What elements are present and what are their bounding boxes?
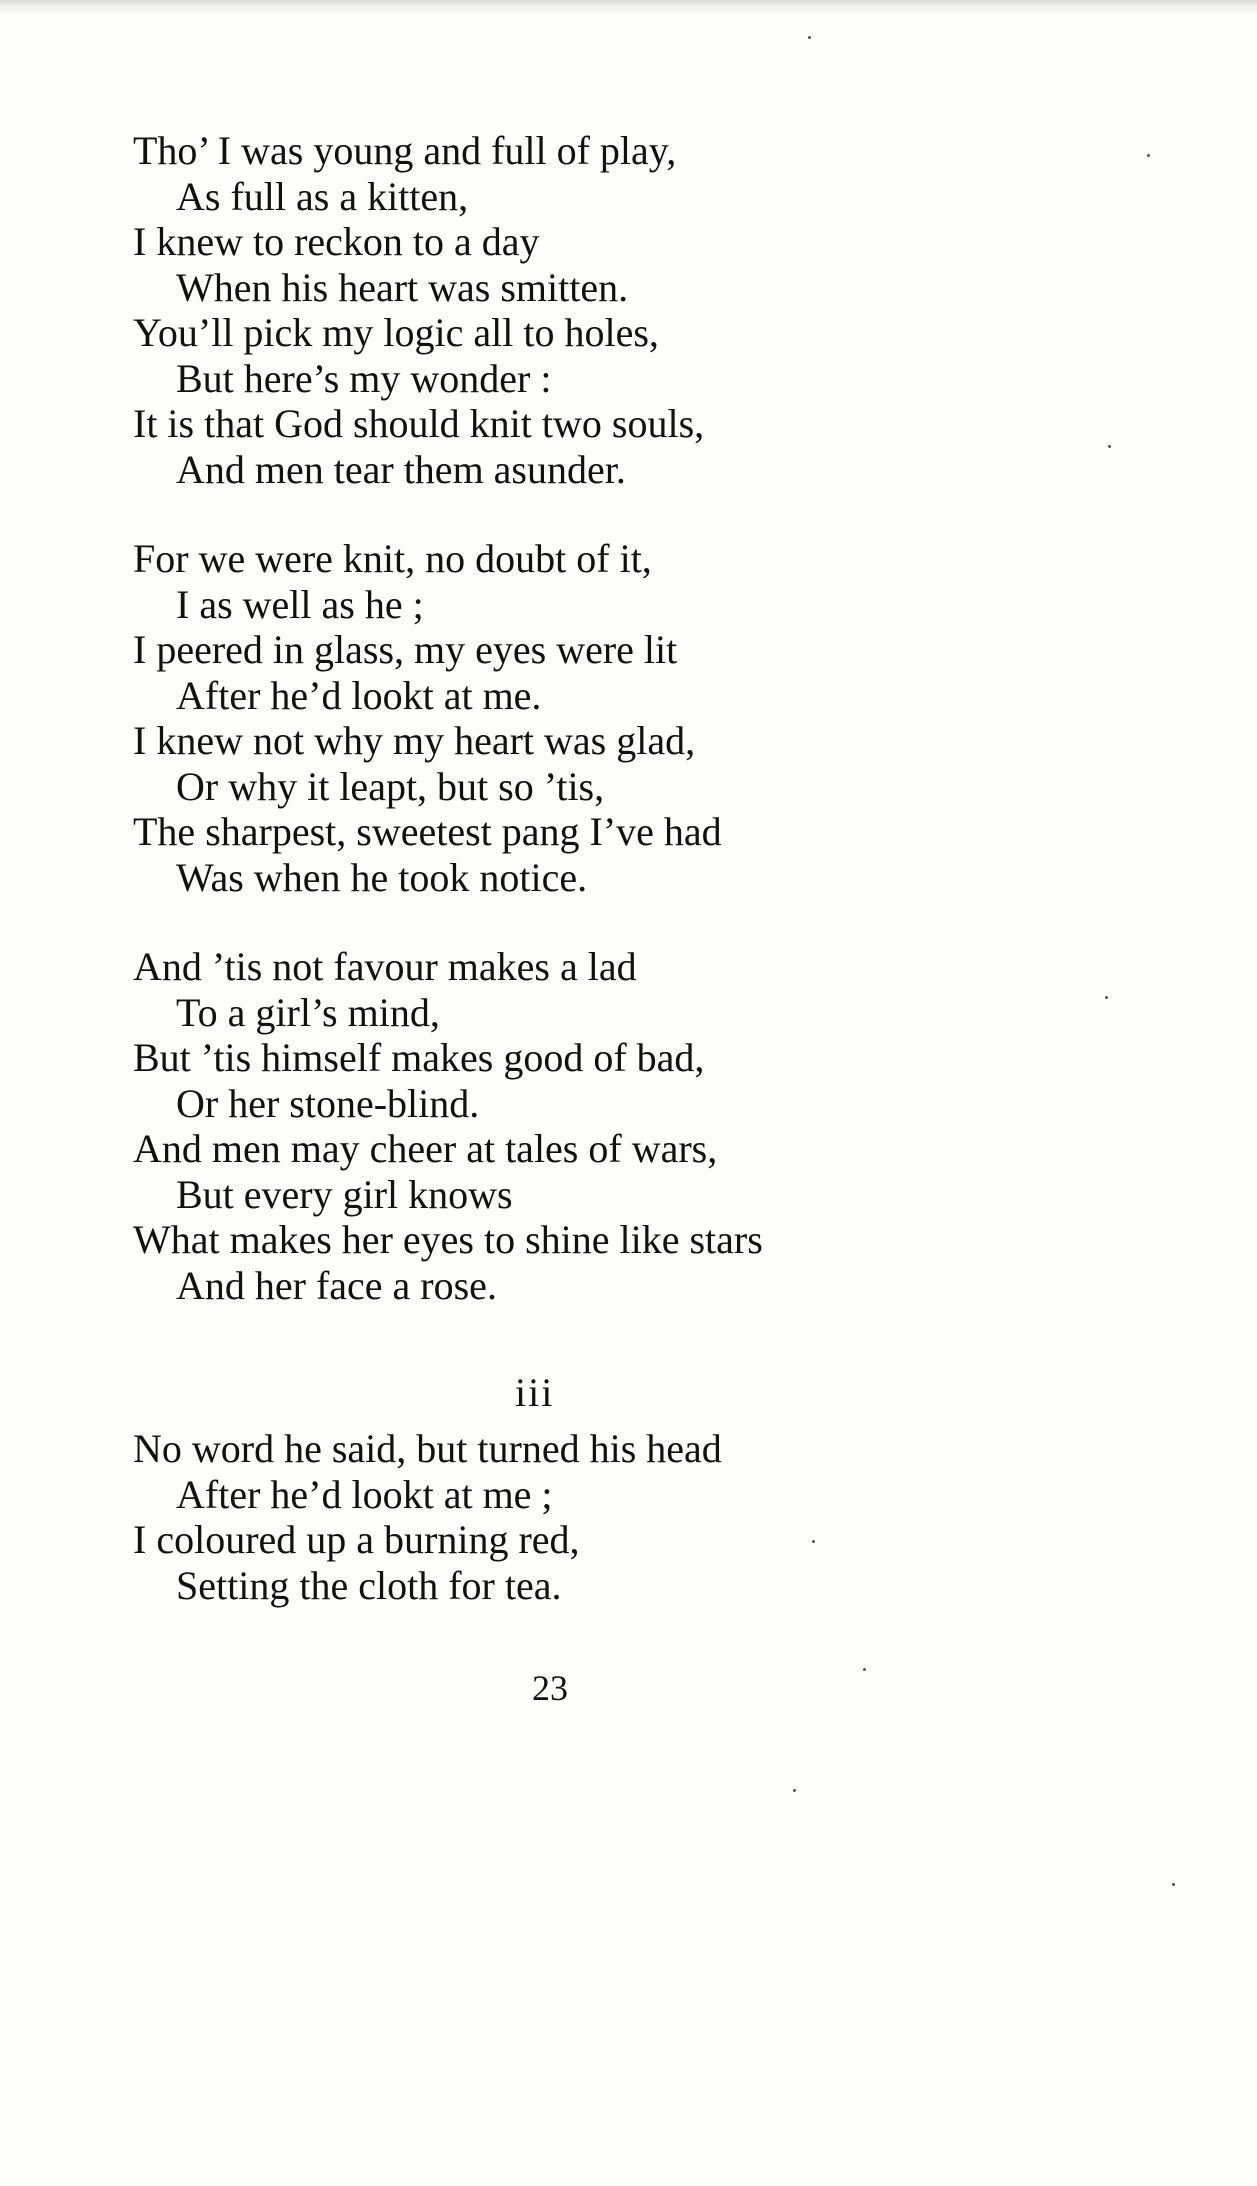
poem-line: Or why it leapt, but so ’tis, [176, 763, 605, 809]
poem-line: I knew to reckon to a day [133, 219, 540, 264]
poem-line: But ’tis himself makes good of bad, [133, 1035, 705, 1080]
poem-line: What makes her eyes to shine like stars [133, 1217, 763, 1262]
poem-line: And ’tis not favour makes a lad [133, 944, 637, 989]
stanza-list [133, 128, 1133, 1308]
stanza [133, 944, 1133, 1308]
paper-speck [793, 1789, 796, 1792]
poem-line: After he’d lookt at me. [176, 672, 542, 718]
poem-line: Tho’ I was young and full of play, [133, 128, 677, 173]
stanza [133, 536, 1133, 900]
poem-line: I coloured up a burning red, [133, 1517, 580, 1562]
poem-line: But here’s my wonder : [176, 355, 552, 401]
poem-line: No word he said, but turned his head [133, 1426, 722, 1471]
poem-line: To a girl’s mind, [176, 989, 440, 1035]
paper-speck [1105, 996, 1108, 999]
poem-line: Setting the cloth for tea. [176, 1562, 562, 1608]
poem-line: I peered in glass, my eyes were lit [133, 627, 678, 672]
poem-line: You’ll pick my logic all to holes, [133, 310, 659, 355]
poem-line: For we were knit, no doubt of it, [133, 536, 652, 581]
poem-line: Was when he took notice. [176, 854, 588, 900]
poem-line: But every girl knows [176, 1171, 513, 1217]
paper-speck [863, 1668, 866, 1671]
paper-speck [1147, 154, 1150, 157]
paper-speck [1172, 1883, 1175, 1886]
poem-body [133, 128, 1133, 1652]
poem-line: I knew not why my heart was glad, [133, 718, 696, 763]
poem-line: It is that God should knit two souls, [133, 401, 705, 446]
poem-line: I as well as he ; [176, 581, 424, 627]
poem-line: And men may cheer at tales of wars, [133, 1126, 718, 1171]
paper-speck [1108, 445, 1111, 448]
page-number: 23 [532, 1668, 568, 1708]
paper-speck [812, 1540, 815, 1543]
section-stanza [133, 1426, 1133, 1608]
section-heading: iii [515, 1370, 555, 1415]
poem-line: And men tear them asunder. [176, 446, 626, 492]
poem-line: As full as a kitten, [176, 173, 469, 219]
page-top-edge [0, 0, 1257, 14]
poem-line: When his heart was smitten. [176, 264, 629, 310]
poem-line: Or her stone-blind. [176, 1080, 480, 1126]
poem-line: And her face a rose. [176, 1262, 497, 1308]
poem-line: After he’d lookt at me ; [176, 1471, 553, 1517]
poem-line: The sharpest, sweetest pang I’ve had [133, 809, 722, 854]
stanza [133, 128, 1133, 492]
paper-speck [808, 36, 811, 39]
